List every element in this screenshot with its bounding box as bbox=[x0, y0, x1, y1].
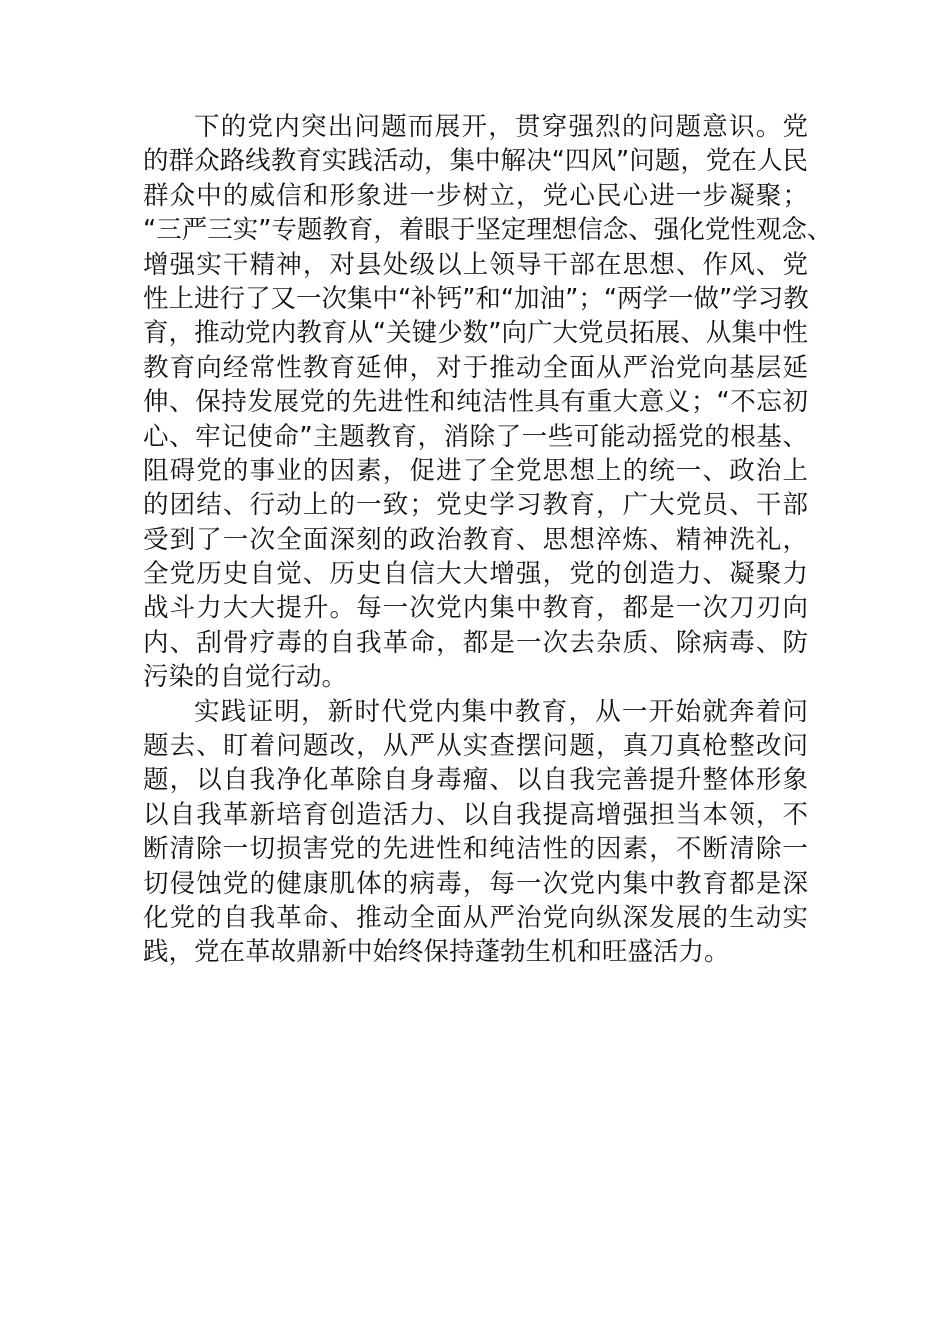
paragraph-1 bbox=[143, 110, 833, 695]
text-line: “三严三实”专题教育，着眼于坚定理想信念、强化党性观念、 bbox=[143, 215, 833, 246]
text-line: 性上进行了又一次集中“补钙”和“加油”；“两学一做”学习教 bbox=[143, 283, 809, 314]
text-line: 化党的自我革命、推动全面从严治党向纵深发展的生动实 bbox=[143, 902, 808, 933]
text-line: 受到了一次全面深刻的政治教育、思想淬炼、精神洗礼， bbox=[143, 524, 808, 555]
text-line: 题，以自我净化革除自身毒瘤、以自我完善提升整体形象 bbox=[143, 765, 808, 796]
text-line: 的团结、行动上的一致；党史学习教育，广大党员、干部 bbox=[143, 490, 808, 521]
text-line: 战斗力大大提升。每一次党内集中教育，都是一次刀刃向 bbox=[143, 593, 808, 624]
text-line: 以自我革新培育创造活力、以自我提高增强担当本领，不 bbox=[143, 799, 808, 830]
text-line: 全党历史自觉、历史自信大大增强，党的创造力、凝聚力 bbox=[143, 559, 808, 590]
text-line: 断清除一切损害党的先进性和纯洁性的因素，不断清除一 bbox=[143, 834, 808, 865]
text-line: 群众中的威信和形象进一步树立，党心民心进一步凝聚； bbox=[143, 180, 808, 211]
text-line: 的群众路线教育实践活动，集中解决“四风”问题，党在人民 bbox=[143, 146, 808, 177]
document-body bbox=[143, 110, 833, 970]
text-line: 心、牢记使命”主题教育，消除了一些可能动摇党的根基、 bbox=[143, 421, 808, 452]
text-line: 下的党内突出问题而展开，贯穿强烈的问题意识。党 bbox=[194, 112, 808, 142]
text-line: 伸、保持发展党的先进性和纯洁性具有重大意义；“不忘初 bbox=[143, 387, 808, 418]
text-line: 内、刮骨疗毒的自我革命，都是一次去杂质、除病毒、防 bbox=[143, 627, 808, 658]
text-line: 践，党在革故鼎新中始终保持蓬勃生机和旺盛活力。 bbox=[143, 937, 730, 968]
text-line: 污染的自觉行动。 bbox=[143, 662, 348, 693]
text-line: 题去、盯着问题改，从严从实查摆问题，真刀真枪整改问 bbox=[143, 731, 808, 762]
text-line: 增强实干精神，对县处级以上领导干部在思想、作风、党 bbox=[143, 249, 808, 280]
text-line: 阻碍党的事业的因素，促进了全党思想上的统一、政治上 bbox=[143, 455, 808, 486]
text-line: 教育向经常性教育延伸，对于推动全面从严治党向基层延 bbox=[143, 352, 808, 383]
text-line: 实践证明，新时代党内集中教育，从一开始就奔着问 bbox=[194, 696, 808, 727]
paragraph-2 bbox=[143, 695, 808, 970]
text-line: 育，推动党内教育从“关键少数”向广大党员拓展、从集中性 bbox=[143, 318, 808, 349]
text-line: 切侵蚀党的健康肌体的病毒，每一次党内集中教育都是深 bbox=[143, 868, 808, 899]
